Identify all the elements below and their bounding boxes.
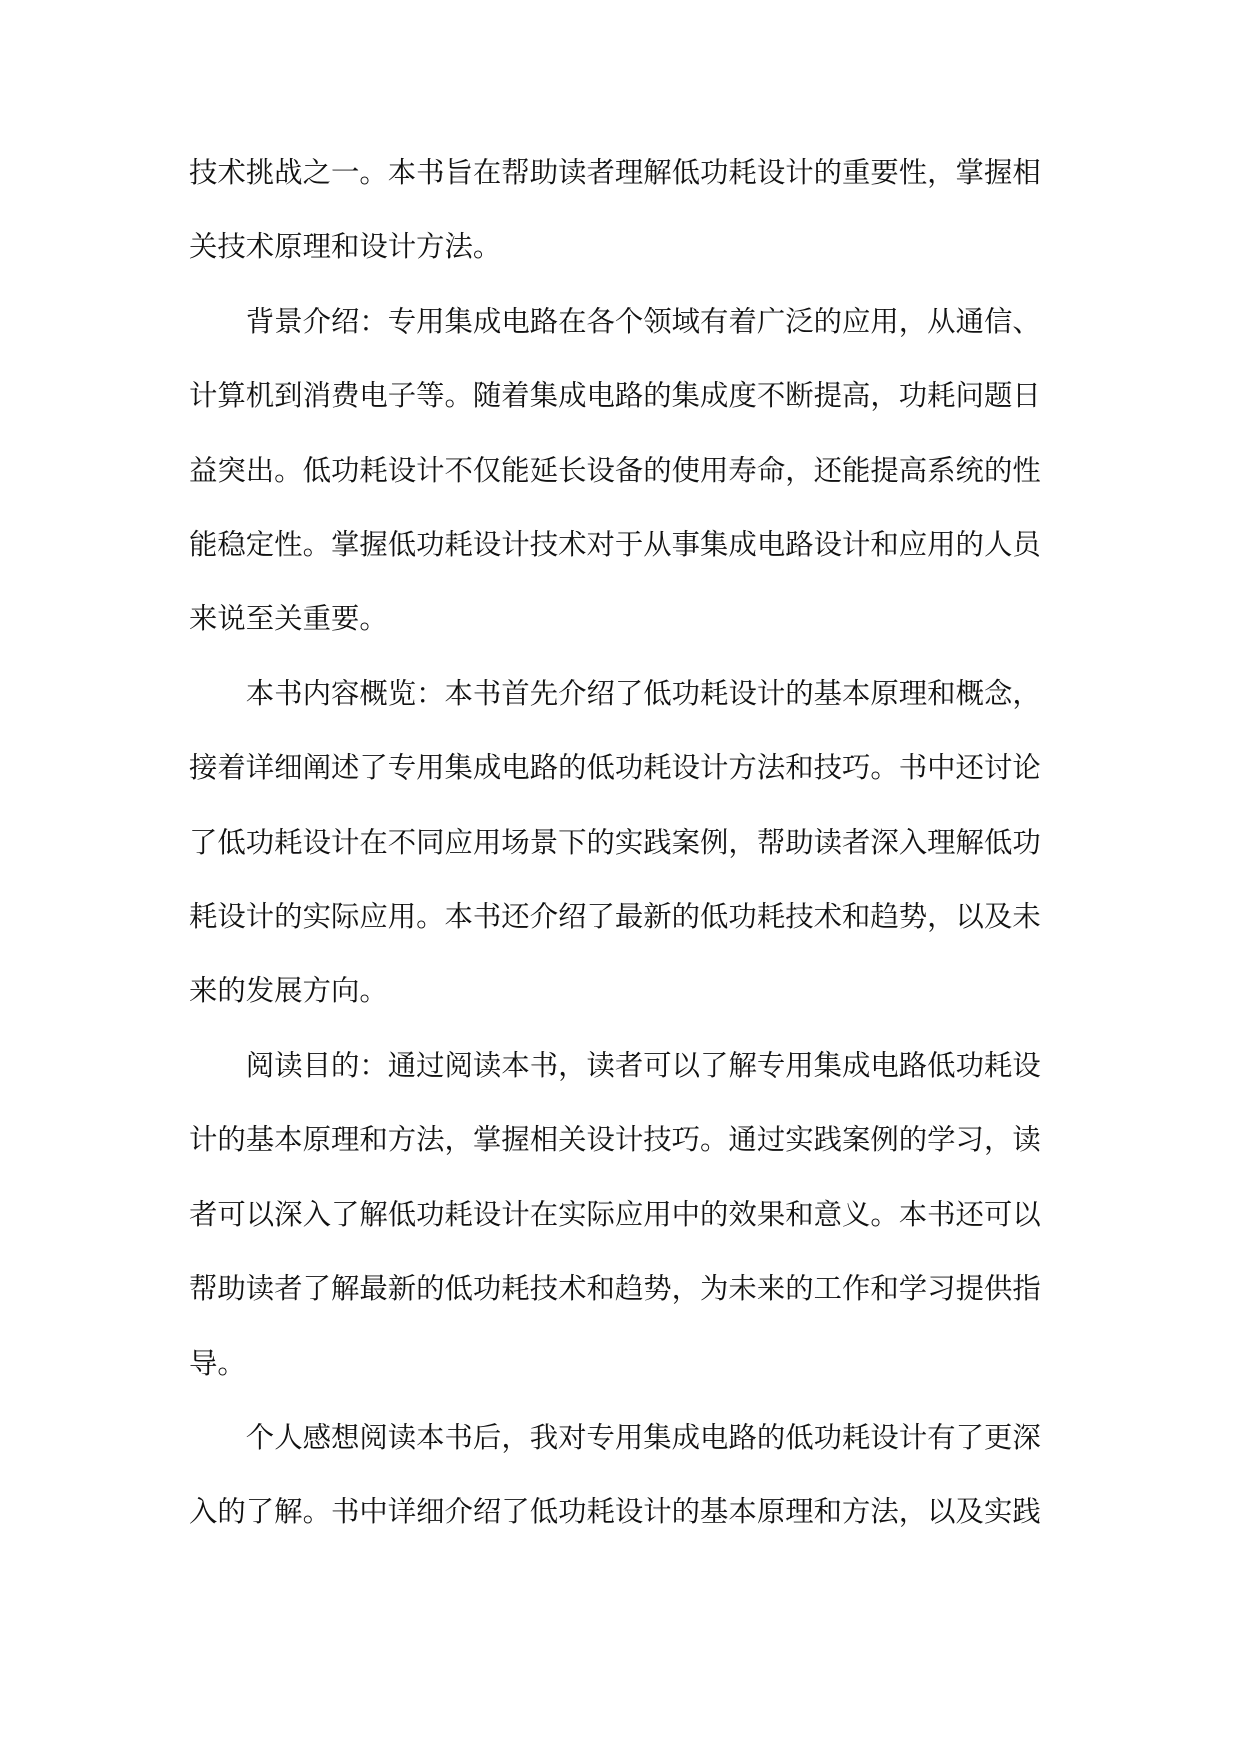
paragraph-purpose: 阅读目的：通过阅读本书，读者可以了解专用集成电路低功耗设计的基本原理和方法，掌握相关设计技巧。通过实践案例的学习，读者可以深入了解低功耗设计在实际应用中的效果和意义。本书还可以帮助读者了解最新的低功耗技术和趋势，为未来的工作和学习提供指导。	[189, 1048, 1041, 1380]
paragraph-overview: 本书内容概览：本书首先介绍了低功耗设计的基本原理和概念，接着详细阐述了专用集成电路的低功耗设计方法和技巧。书中还讨论了低功耗设计在不同应用场景下的实践案例，帮助读者深入理解低功耗设计的实际应用。本书还介绍了最新的低功耗技术和趋势，以及未来的发展方向。	[189, 676, 1041, 1008]
paragraph-intro-continued: 技术挑战之一。本书旨在帮助读者理解低功耗设计的重要性，掌握相关技术原理和设计方法。	[189, 156, 1041, 264]
paragraph-impressions: 个人感想阅读本书后，我对专用集成电路的低功耗设计有了更深入的了解。书中详细介绍了低功耗设计的基本原理和方法，以及实践	[189, 1420, 1041, 1529]
document-body	[189, 136, 1065, 1550]
paragraph-background: 背景介绍：专用集成电路在各个领域有着广泛的应用，从通信、计算机到消费电子等。随着集成电路的集成度不断提高，功耗问题日益突出。低功耗设计不仅能延长设备的使用寿命，还能提高系统的性能稳定性。掌握低功耗设计技术对于从事集成电路设计和应用的人员来说至关重要。	[189, 304, 1041, 636]
